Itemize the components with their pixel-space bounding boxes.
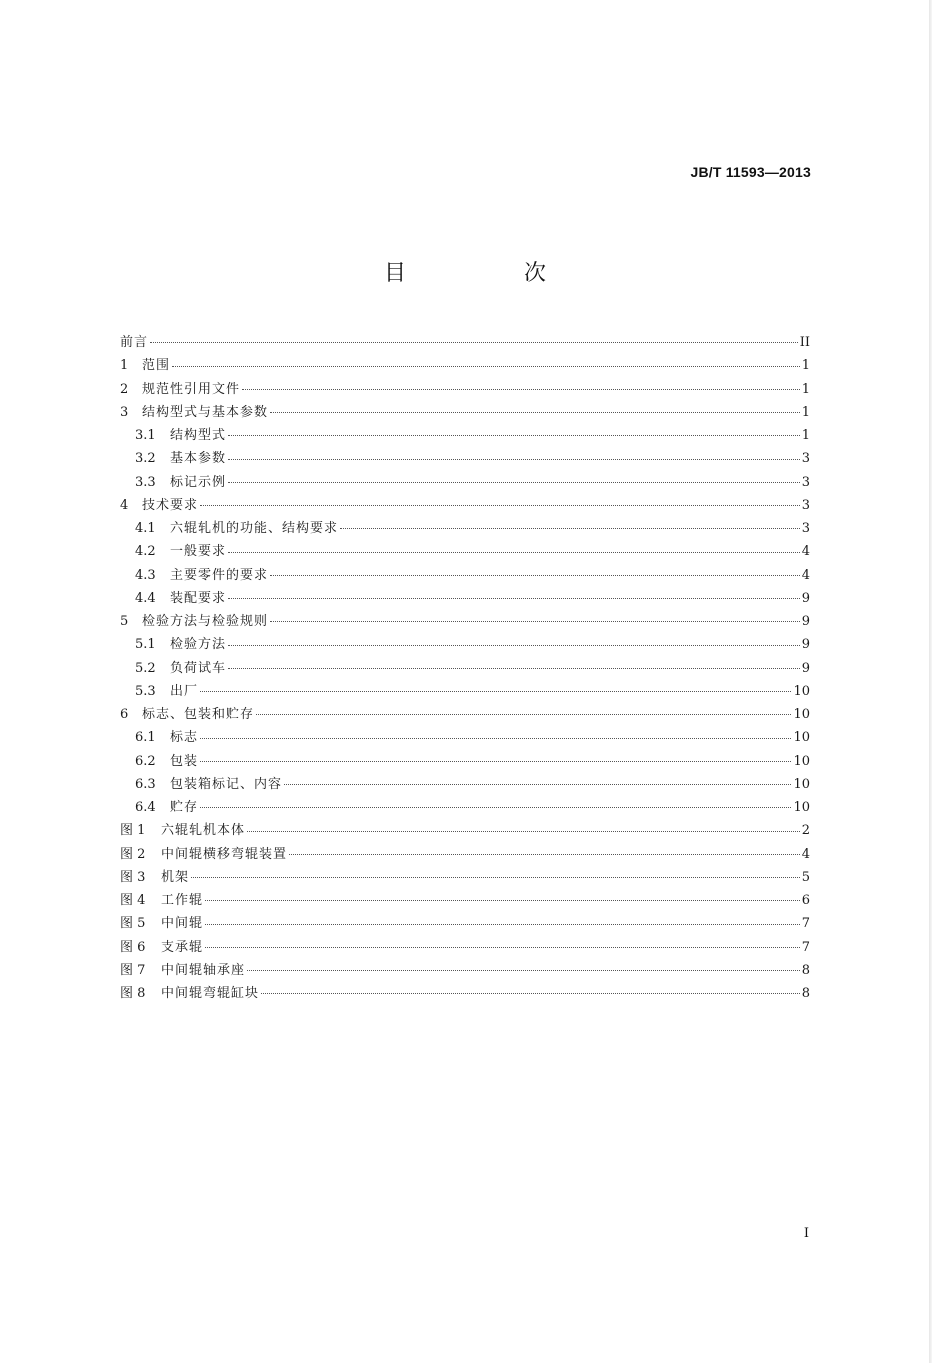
dot-leader [228,434,800,436]
toc-entry-page: 4 [801,544,810,560]
dot-leader [200,504,800,506]
toc-entry-page: 1 [801,381,810,397]
toc-entry-label: 中间辊轴承座 [161,962,246,978]
dot-leader [200,806,791,808]
dot-leader [261,992,800,994]
toc-figure-entry[interactable] [120,843,810,866]
dot-leader [200,760,791,762]
toc-entry[interactable] [120,610,810,633]
toc-entry[interactable] [120,726,810,749]
toc-entry-page: 8 [801,986,810,1001]
toc-entry-label: 中间辊 [161,916,204,932]
dot-leader [200,690,791,692]
table-of-contents [120,331,810,1005]
toc-entry-number: 6.2 [135,753,156,769]
toc-entry-label: 检验方法与检验规则 [142,614,269,629]
toc-entry-page: 3 [801,521,810,536]
toc-entry-page: 1 [801,428,810,443]
dot-leader [289,853,800,855]
dot-leader [228,551,800,553]
toc-entry[interactable] [120,494,810,517]
toc-entry-number: 6 [120,707,129,722]
toc-entry-number: 3.3 [135,474,156,490]
toc-entry-number: 图 4 [120,893,146,908]
toc-entry[interactable] [120,703,810,726]
toc-entry[interactable] [120,773,810,796]
toc-entry-number: 6.1 [135,730,156,746]
toc-entry[interactable] [120,401,810,424]
dot-leader [284,783,791,785]
toc-entry[interactable] [120,540,810,563]
toc-entry-number: 2 [120,381,129,397]
toc-figure-entry[interactable] [120,959,810,982]
toc-entry-label: 标志、包装和贮存 [142,707,255,722]
toc-entry-number: 6.4 [135,800,156,815]
toc-entry-label: 出厂 [170,683,199,699]
toc-entry-number: 3.1 [135,428,156,443]
toc-entry-label: 规范性引用文件 [142,381,241,397]
toc-entry-label: 技术要求 [142,497,199,513]
toc-entry[interactable] [120,447,810,470]
toc-entry[interactable] [120,796,810,819]
toc-entry-label: 六辊轧机的功能、结构要求 [170,521,339,536]
toc-entry-label: 标志 [170,730,199,746]
toc-entry-label: 范围 [142,358,171,374]
toc-entry-label: 结构型式 [170,428,227,443]
toc-entry-label: 工作辊 [161,893,204,908]
dot-leader [270,620,800,622]
dot-leader [228,481,800,483]
toc-entry-label: 中间辊横移弯辊装置 [161,846,288,862]
toc-entry-page: 2 [801,823,810,839]
toc-entry-number: 图 6 [120,939,146,955]
toc-entry-number: 图 8 [120,986,146,1001]
toc-entry-page: 3 [801,497,810,513]
toc-entry-label: 六辊轧机本体 [161,823,246,839]
toc-entry-number: 3 [120,404,129,420]
toc-entry-label: 标记示例 [170,474,227,490]
toc-entry-page: 9 [801,614,810,629]
toc-entry-page: 9 [801,590,810,606]
toc-figure-entry[interactable] [120,936,810,959]
dot-leader [270,411,800,413]
dot-leader [228,644,800,646]
dot-leader [205,923,800,925]
dot-leader [228,458,800,460]
toc-figure-entry[interactable] [120,866,810,889]
toc-entry-page: II [799,335,810,350]
toc-entry[interactable] [120,424,810,447]
toc-entry-label: 包装 [170,753,199,769]
toc-entry-page: 10 [793,753,810,769]
toc-entry-number: 5.1 [135,637,156,653]
toc-entry-number: 5 [120,614,129,629]
toc-entry-page: 9 [801,637,810,653]
toc-entry-page: 4 [801,846,810,862]
toc-figure-entry[interactable] [120,982,810,1005]
dot-leader [242,388,800,390]
page-edge-shadow [929,0,932,1363]
dot-leader [205,946,800,948]
toc-entry-label: 机架 [161,869,190,885]
standard-code: JB/T 11593—2013 [690,164,811,180]
toc-entry-number: 4.3 [135,567,156,583]
dot-leader [247,969,800,971]
toc-entry-page: 3 [801,474,810,490]
dot-leader [205,899,800,901]
toc-entry-label: 结构型式与基本参数 [142,404,269,420]
toc-entry-label: 前言 [120,335,149,350]
toc-entry-number: 图 7 [120,962,146,978]
toc-entry-page: 10 [793,800,810,815]
toc-figure-entry[interactable] [120,889,810,912]
toc-entry-page: 7 [801,916,810,932]
toc-entry-number: 图 3 [120,869,146,885]
toc-figure-entry[interactable] [120,912,810,935]
toc-entry[interactable] [120,517,810,540]
toc-entry[interactable] [120,354,810,377]
toc-entry-number: 4.2 [135,544,156,560]
toc-entry-number: 图 5 [120,916,146,932]
toc-entry[interactable] [120,331,810,354]
toc-entry-label: 贮存 [170,800,199,815]
toc-entry-number: 4.1 [135,521,156,536]
toc-entry-label: 一般要求 [170,544,227,560]
toc-entry-page: 1 [801,404,810,420]
toc-entry-number: 图 2 [120,846,146,862]
toc-entry-label: 中间辊弯辊缸块 [161,986,260,1001]
toc-entry-label: 检验方法 [170,637,227,653]
toc-entry-number: 图 1 [120,823,146,839]
toc-entry-label: 支承辊 [161,939,204,955]
page-title: 目 次 [383,261,594,286]
dot-leader [172,365,800,367]
toc-entry-page: 4 [801,567,810,583]
toc-entry[interactable] [120,750,810,773]
dot-leader [270,574,800,576]
toc-entry-page: 10 [793,776,810,792]
dot-leader [247,830,800,832]
toc-entry-page: 5 [801,869,810,885]
dot-leader [256,713,791,715]
toc-entry-page: 7 [801,939,810,955]
toc-entry-label: 负荷试车 [170,660,227,676]
toc-entry-number: 5.2 [135,660,156,676]
toc-entry-page: 8 [801,962,810,978]
toc-entry-page: 10 [793,683,810,699]
toc-entry[interactable] [120,378,810,401]
toc-entry[interactable] [120,657,810,680]
toc-entry-number: 4 [120,497,129,513]
dot-leader [228,597,800,599]
toc-entry[interactable] [120,680,810,703]
toc-entry-page: 6 [801,893,810,908]
toc-entry[interactable] [120,587,810,610]
toc-entry-label: 基本参数 [170,451,227,467]
toc-entry-label: 装配要求 [170,590,227,606]
toc-entry-number: 1 [120,358,129,374]
toc-entry-page: 3 [801,451,810,467]
toc-entry-page: 1 [801,358,810,374]
toc-figure-entry[interactable] [120,819,810,842]
toc-entry-page: 10 [793,730,810,746]
toc-entry-label: 包装箱标记、内容 [170,776,283,792]
dot-leader [340,527,800,529]
toc-entry[interactable] [120,564,810,587]
dot-leader [228,667,800,669]
toc-entry-number: 4.4 [135,590,156,606]
dot-leader [191,876,800,878]
page-number: I [803,1226,809,1241]
toc-entry[interactable] [120,633,810,656]
toc-entry-number: 5.3 [135,683,156,699]
toc-entry[interactable] [120,471,810,494]
toc-entry-label: 主要零件的要求 [170,567,269,583]
toc-entry-page: 10 [793,707,810,722]
dot-leader [200,737,791,739]
dot-leader [150,341,798,343]
toc-entry-number: 6.3 [135,776,156,792]
toc-entry-page: 9 [801,660,810,676]
toc-entry-number: 3.2 [135,451,156,467]
